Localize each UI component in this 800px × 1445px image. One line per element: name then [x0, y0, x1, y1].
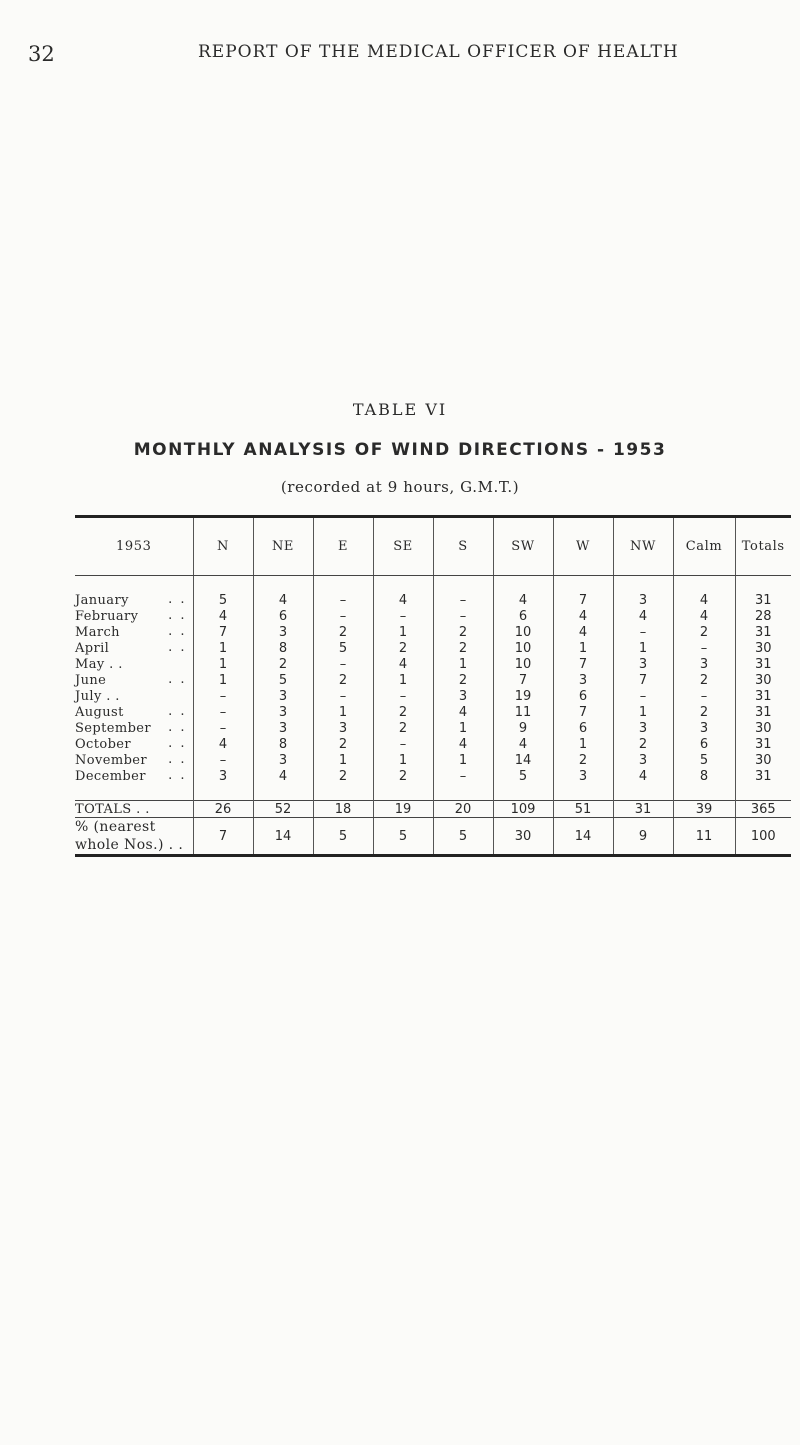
cell-se: 2 [373, 768, 433, 784]
cell-totals: 30 [735, 752, 791, 768]
cell-se: 2 [373, 640, 433, 656]
month-label: March [75, 624, 120, 640]
cell-w: 2 [553, 752, 613, 768]
totals-label: TOTALS . . [75, 801, 193, 818]
cell-n: – [193, 720, 253, 736]
cell-sw: 4 [493, 736, 553, 752]
cell-s: 4 [433, 736, 493, 752]
cell-se: – [373, 688, 433, 704]
leader-dots: . . [168, 672, 187, 687]
cell-n: – [193, 688, 253, 704]
cell-s: 2 [433, 672, 493, 688]
cell-totals: 31 [735, 592, 791, 608]
column-header-e: E [313, 517, 373, 576]
cell-w: 1 [553, 640, 613, 656]
spacer-row [75, 784, 791, 801]
cell-e: 2 [313, 736, 373, 752]
cell-totals: 31 [735, 704, 791, 720]
cell-nw: 4 [613, 768, 673, 784]
cell-s: 1 [433, 656, 493, 672]
cell-ne: 3 [253, 704, 313, 720]
cell-s: – [433, 608, 493, 624]
cell-ne: 8 [253, 640, 313, 656]
percent-ne: 14 [253, 818, 313, 856]
cell-calm: 2 [673, 624, 735, 640]
table-subtitle: (recorded at 9 hours, G.M.T.) [280, 478, 520, 496]
cell-w: 1 [553, 736, 613, 752]
cell-sw: 11 [493, 704, 553, 720]
cell-calm: – [673, 640, 735, 656]
cell-w: 7 [553, 704, 613, 720]
cell-n: 4 [193, 736, 253, 752]
cell-se: 4 [373, 592, 433, 608]
table-row [75, 672, 791, 688]
cell-totals: 31 [735, 656, 791, 672]
leader-dots: . . [168, 704, 187, 719]
cell-ne: 3 [253, 624, 313, 640]
column-header-calm: Calm [673, 517, 735, 576]
leader-dots: . . [168, 640, 187, 655]
cell-nw: 3 [613, 656, 673, 672]
cell-n: 1 [193, 656, 253, 672]
column-header-ne: NE [253, 517, 313, 576]
percent-totals: 100 [735, 818, 791, 856]
cell-s: – [433, 592, 493, 608]
cell-nw: 3 [613, 592, 673, 608]
percent-row [75, 818, 791, 856]
cell-calm: 2 [673, 704, 735, 720]
month-label: April [75, 640, 110, 656]
table-row [75, 704, 791, 720]
cell-calm: 5 [673, 752, 735, 768]
month-cell [75, 672, 193, 688]
cell-ne: 3 [253, 752, 313, 768]
percent-nw: 9 [613, 818, 673, 856]
total-s: 20 [433, 801, 493, 818]
cell-se: 2 [373, 704, 433, 720]
cell-nw: 7 [613, 672, 673, 688]
cell-e: 2 [313, 672, 373, 688]
month-cell [75, 592, 193, 608]
cell-e: – [313, 592, 373, 608]
column-header-w: W [553, 517, 613, 576]
cell-totals: 31 [735, 624, 791, 640]
month-cell [75, 704, 193, 720]
cell-n: 5 [193, 592, 253, 608]
month-label: November [75, 752, 147, 768]
month-cell [75, 656, 193, 672]
cell-s: – [433, 768, 493, 784]
cell-calm: 2 [673, 672, 735, 688]
cell-nw: 4 [613, 608, 673, 624]
column-header-nw: NW [613, 517, 673, 576]
cell-sw: 19 [493, 688, 553, 704]
cell-sw: 7 [493, 672, 553, 688]
table-row [75, 608, 791, 624]
cell-s: 2 [433, 640, 493, 656]
cell-w: 3 [553, 672, 613, 688]
table-row [75, 768, 791, 784]
total-e: 18 [313, 801, 373, 818]
header-row [75, 517, 791, 576]
cell-s: 4 [433, 704, 493, 720]
cell-sw: 6 [493, 608, 553, 624]
leader-dots: . . [168, 608, 187, 623]
running-head: REPORT OF THE MEDICAL OFFICER OF HEALTH [198, 42, 679, 62]
cell-nw: 2 [613, 736, 673, 752]
table-body [75, 576, 791, 856]
cell-sw: 5 [493, 768, 553, 784]
cell-calm: 8 [673, 768, 735, 784]
cell-e: – [313, 656, 373, 672]
cell-calm: 3 [673, 656, 735, 672]
cell-w: 4 [553, 624, 613, 640]
table-label: TABLE VI [352, 400, 448, 419]
cell-e: – [313, 688, 373, 704]
cell-e: 2 [313, 768, 373, 784]
month-cell [75, 608, 193, 624]
cell-ne: 4 [253, 768, 313, 784]
cell-ne: 4 [253, 592, 313, 608]
column-header-n: N [193, 517, 253, 576]
percent-label [75, 818, 193, 856]
cell-sw: 10 [493, 624, 553, 640]
cell-e: 1 [313, 752, 373, 768]
table-row [75, 720, 791, 736]
cell-nw: 3 [613, 720, 673, 736]
cell-sw: 9 [493, 720, 553, 736]
cell-ne: 5 [253, 672, 313, 688]
percent-sw: 30 [493, 818, 553, 856]
leader-dots: . . [168, 592, 187, 607]
cell-w: 7 [553, 656, 613, 672]
table-title: MONTHLY ANALYSIS OF WIND DIRECTIONS - 1953 [133, 440, 667, 460]
percent-calm: 11 [673, 818, 735, 856]
month-cell [75, 640, 193, 656]
total-se: 19 [373, 801, 433, 818]
month-cell [75, 752, 193, 768]
cell-e: 5 [313, 640, 373, 656]
total-ne: 52 [253, 801, 313, 818]
cell-nw: – [613, 688, 673, 704]
cell-se: 1 [373, 624, 433, 640]
cell-sw: 10 [493, 656, 553, 672]
month-label: May . . [75, 656, 123, 672]
cell-w: 4 [553, 608, 613, 624]
cell-n: 4 [193, 608, 253, 624]
cell-s: 1 [433, 752, 493, 768]
cell-e: 3 [313, 720, 373, 736]
table-row [75, 656, 791, 672]
leader-dots: . . [168, 752, 187, 767]
column-header-s: S [433, 517, 493, 576]
cell-e: – [313, 608, 373, 624]
month-label: June [75, 672, 107, 688]
percent-w: 14 [553, 818, 613, 856]
cell-totals: 31 [735, 736, 791, 752]
month-cell [75, 736, 193, 752]
cell-se: 1 [373, 752, 433, 768]
cell-sw: 4 [493, 592, 553, 608]
cell-nw: – [613, 624, 673, 640]
month-cell [75, 768, 193, 784]
month-label: October [75, 736, 132, 752]
cell-ne: 3 [253, 688, 313, 704]
column-header-sw: SW [493, 517, 553, 576]
table-row [75, 688, 791, 704]
cell-sw: 10 [493, 640, 553, 656]
month-label: January [75, 592, 129, 608]
cell-n: 1 [193, 640, 253, 656]
cell-calm: 4 [673, 592, 735, 608]
cell-se: 4 [373, 656, 433, 672]
month-label: September [75, 720, 151, 736]
cell-ne: 2 [253, 656, 313, 672]
cell-totals: 31 [735, 768, 791, 784]
percent-s: 5 [433, 818, 493, 856]
wind-direction-table [75, 515, 791, 857]
cell-ne: 6 [253, 608, 313, 624]
total-totals: 365 [735, 801, 791, 818]
cell-totals: 28 [735, 608, 791, 624]
month-label: February [75, 608, 139, 624]
cell-totals: 30 [735, 672, 791, 688]
percent-label-line1: % (nearest [75, 819, 156, 835]
leader-dots: . . [168, 624, 187, 639]
month-label: July . . [75, 688, 120, 704]
column-header-totals: Totals [735, 517, 791, 576]
total-w: 51 [553, 801, 613, 818]
table-row [75, 640, 791, 656]
table-row [75, 624, 791, 640]
cell-calm: – [673, 688, 735, 704]
percent-n: 7 [193, 818, 253, 856]
cell-e: 2 [313, 624, 373, 640]
cell-w: 7 [553, 592, 613, 608]
cell-calm: 6 [673, 736, 735, 752]
spacer-row [75, 576, 791, 593]
cell-w: 6 [553, 720, 613, 736]
table-row [75, 752, 791, 768]
cell-n: – [193, 752, 253, 768]
total-nw: 31 [613, 801, 673, 818]
cell-nw: 1 [613, 704, 673, 720]
percent-e: 5 [313, 818, 373, 856]
totals-row [75, 801, 791, 818]
month-cell [75, 720, 193, 736]
cell-s: 1 [433, 720, 493, 736]
leader-dots: . . [168, 720, 187, 735]
cell-totals: 30 [735, 640, 791, 656]
cell-n: 3 [193, 768, 253, 784]
month-label: August [75, 704, 124, 720]
total-calm: 39 [673, 801, 735, 818]
cell-ne: 8 [253, 736, 313, 752]
column-header-se: SE [373, 517, 433, 576]
month-label: December [75, 768, 146, 784]
table-row [75, 592, 791, 608]
cell-nw: 1 [613, 640, 673, 656]
cell-se: 2 [373, 720, 433, 736]
total-n: 26 [193, 801, 253, 818]
leader-dots: . . [168, 736, 187, 751]
column-header-year: 1953 [75, 517, 193, 576]
cell-se: – [373, 608, 433, 624]
cell-totals: 31 [735, 688, 791, 704]
cell-se: 1 [373, 672, 433, 688]
cell-w: 3 [553, 768, 613, 784]
page-number: 32 [28, 42, 55, 66]
month-cell [75, 624, 193, 640]
table-row [75, 736, 791, 752]
cell-w: 6 [553, 688, 613, 704]
cell-sw: 14 [493, 752, 553, 768]
cell-ne: 3 [253, 720, 313, 736]
cell-nw: 3 [613, 752, 673, 768]
cell-calm: 4 [673, 608, 735, 624]
month-cell [75, 688, 193, 704]
cell-n: 7 [193, 624, 253, 640]
cell-s: 2 [433, 624, 493, 640]
cell-se: – [373, 736, 433, 752]
cell-e: 1 [313, 704, 373, 720]
percent-label-line2: whole Nos.) . . [75, 837, 184, 853]
leader-dots: . . [168, 768, 187, 783]
cell-totals: 30 [735, 720, 791, 736]
cell-s: 3 [433, 688, 493, 704]
total-sw: 109 [493, 801, 553, 818]
percent-se: 5 [373, 818, 433, 856]
cell-n: 1 [193, 672, 253, 688]
cell-n: – [193, 704, 253, 720]
cell-calm: 3 [673, 720, 735, 736]
